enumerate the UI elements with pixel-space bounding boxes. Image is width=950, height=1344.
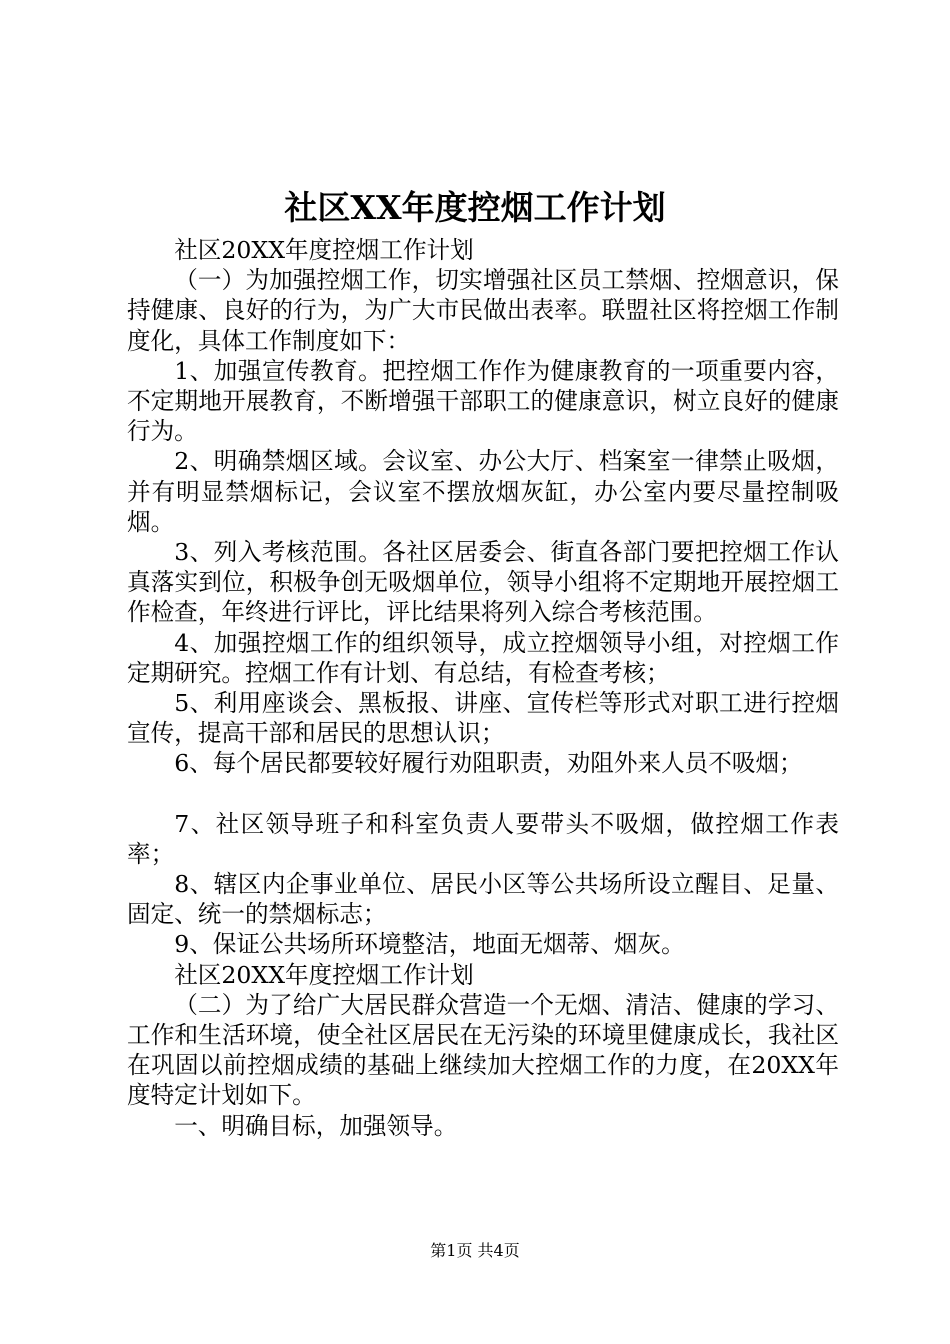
paragraph: 9、保证公共场所环境整洁，地面无烟蒂、烟灰。 xyxy=(174,930,685,959)
paragraph: 7、社区领导班子和科室负责人要带头不吸烟，做控烟工作表率； xyxy=(127,809,839,868)
paragraph: 社区20XX年度控烟工作计划 xyxy=(174,236,474,264)
paragraph: 3、列入考核范围。各社区居委会、街直各部门要把控烟工作认真落实到位，积极争创无吸烟单位，领导小组将不定期地开展控烟工作检查，年终进行评比，评比结果将列入综合考核范围。 xyxy=(127,538,839,627)
paragraph: 8、辖区内企事业单位、居民小区等公共场所设立醒目、足量、固定、统一的禁烟标志； xyxy=(127,870,839,929)
paragraph: 社区20XX年度控烟工作计划 xyxy=(174,960,474,989)
paragraph: 2、明确禁烟区域。会议室、办公大厅、档案室一律禁止吸烟，并有明显禁烟标记，会议室不摆放烟灰缸，办公室内要尽量控制吸烟。 xyxy=(127,447,839,536)
paragraph: 1、加强宣传教育。把控烟工作作为健康教育的一项重要内容，不定期地开展教育，不断增强干部职工的健康意识，树立良好的健康行为。 xyxy=(127,356,839,446)
document-body xyxy=(127,235,839,1141)
document-title: 社区XX年度控烟工作计划 xyxy=(284,188,666,227)
paragraph: （二）为了给广大居民群众营造一个无烟、清洁、健康的学习、工作和生活环境，使全社区居民在无污染的环境里健康成长，我社区在巩固以前控烟成绩的基础上继续加大控烟工作的力度，在20XX年度特定计划如下。 xyxy=(127,990,839,1110)
paragraph: 一、明确目标，加强领导。 xyxy=(174,1111,458,1140)
page-footer: 第1页 共4页 xyxy=(430,1241,520,1260)
paragraph: （一）为加强控烟工作，切实增强社区员工禁烟、控烟意识，保持健康、良好的行为，为广大市民做出表率。联盟社区将控烟工作制度化，具体工作制度如下： xyxy=(127,266,839,355)
paragraph: 4、加强控烟工作的组织领导，成立控烟领导小组，对控烟工作定期研究。控烟工作有计划、有总结，有检查考核； xyxy=(127,628,839,687)
paragraph: 6、每个居民都要较好履行劝阻职责，劝阻外来人员不吸烟； xyxy=(174,749,803,778)
paragraph: 5、利用座谈会、黑板报、讲座、宣传栏等形式对职工进行控烟宣传，提高干部和居民的思想认识； xyxy=(127,689,839,748)
